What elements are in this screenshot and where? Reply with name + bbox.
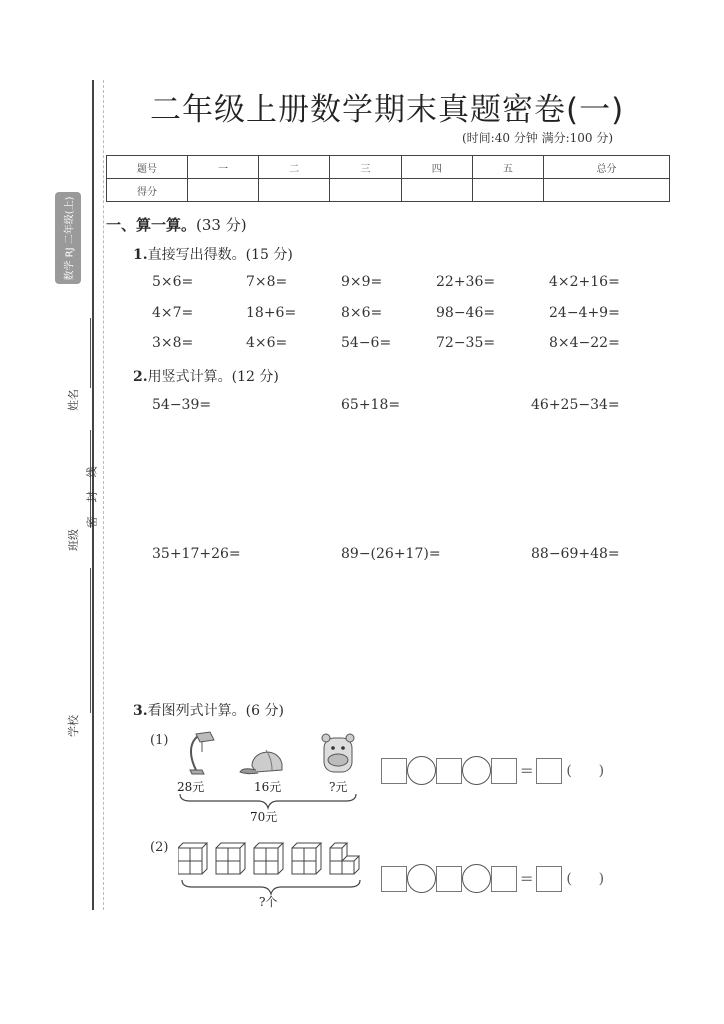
vertical-calc-expression: 88−69+48= [531,546,620,562]
exam-info: (时间:40 分钟 满分:100 分) [462,131,614,145]
number-box[interactable] [381,866,407,892]
cube-groups-icon [178,842,364,876]
calc-expression: 8×4−22= [549,335,620,351]
question-number-row [107,156,670,179]
row-label: 得分 [107,179,188,202]
vertical-calc-expression: 89−(26+17)= [341,546,441,562]
number-box[interactable] [381,758,407,784]
column-header: 总分 [544,156,670,179]
calc-expression: 4×7= [152,305,194,321]
number-box[interactable] [436,758,462,784]
question-3-heading: 3.看图列式计算。(6 分) [133,703,284,719]
calc-expression: 18+6= [246,305,297,321]
score-table [106,155,670,202]
calc-expression: 22+36= [436,274,496,290]
operator-circle[interactable] [407,864,436,893]
equation-answer-row [381,756,604,785]
calc-expression: 8×6= [341,305,383,321]
subject-grade-tab: 数学 RJ 二年级(上) [55,192,81,284]
section-1-heading: 一、算一算。(33 分) [106,216,247,234]
result-box[interactable] [536,758,562,784]
equals-sign: = [520,869,534,888]
score-cell[interactable] [330,179,401,202]
vertical-calc-expression: 54−39= [152,397,212,413]
column-header: 三 [330,156,401,179]
total-count: ?个 [259,895,278,909]
column-header: 四 [401,156,472,179]
column-header: 五 [472,156,543,179]
score-cell[interactable] [188,179,259,202]
subquestion-label: (1) [150,733,169,748]
vertical-calc-expression: 46+25−34= [531,397,620,413]
equals-sign: = [520,761,534,780]
item-price: ?元 [329,780,348,794]
desk-lamp-icon [180,730,220,778]
number-box[interactable] [436,866,462,892]
seal-word-xian: 线 [85,466,99,478]
calc-expression: 72−35= [436,335,496,351]
unit-blank[interactable]: ( ) [566,870,605,887]
item-price: 28元 [177,780,205,794]
school-label: 学校 [67,715,80,737]
unit-blank[interactable]: ( ) [566,762,605,779]
question-1-heading: 1.直接写出得数。(15 分) [133,247,293,263]
school-blank-line [90,568,91,713]
calc-expression: 54−6= [341,335,392,351]
operator-circle[interactable] [462,756,491,785]
score-cell[interactable] [544,179,670,202]
seal-word-feng: 封 [85,491,99,503]
class-label: 班级 [67,529,80,551]
row-label: 题号 [107,156,188,179]
result-box[interactable] [536,866,562,892]
baseball-cap-icon [238,744,286,776]
calc-expression: 9×9= [341,274,383,290]
cow-backpack-icon [318,730,358,776]
score-cell[interactable] [259,179,330,202]
binding-dashed-line [103,80,104,910]
equation-answer-row [381,864,604,893]
number-box[interactable] [491,866,517,892]
name-label: 姓名 [67,389,80,411]
operator-circle[interactable] [407,756,436,785]
question-2-heading: 2.用竖式计算。(12 分) [133,369,279,385]
score-cell[interactable] [401,179,472,202]
calc-expression: 98−46= [436,305,496,321]
column-header: 二 [259,156,330,179]
number-box[interactable] [491,758,517,784]
calc-expression: 24−4+9= [549,305,620,321]
total-amount: 70元 [250,810,278,824]
column-header: 一 [188,156,259,179]
class-blank-line [90,430,91,528]
calc-expression: 5×6= [152,274,194,290]
score-cell[interactable] [472,179,543,202]
operator-circle[interactable] [462,864,491,893]
seal-word-mi: 密 [85,516,99,528]
calc-expression: 4×2+16= [549,274,620,290]
calc-expression: 4×6= [246,335,288,351]
name-blank-line [90,318,91,388]
item-price: 16元 [254,780,282,794]
vertical-calc-expression: 35+17+26= [152,546,241,562]
score-row [107,179,670,202]
page-title: 二年级上册数学期末真题密卷(一) [150,92,625,128]
vertical-calc-expression: 65+18= [341,397,401,413]
calc-expression: 3×8= [152,335,194,351]
subquestion-label: (2) [150,840,169,855]
calc-expression: 7×8= [246,274,288,290]
